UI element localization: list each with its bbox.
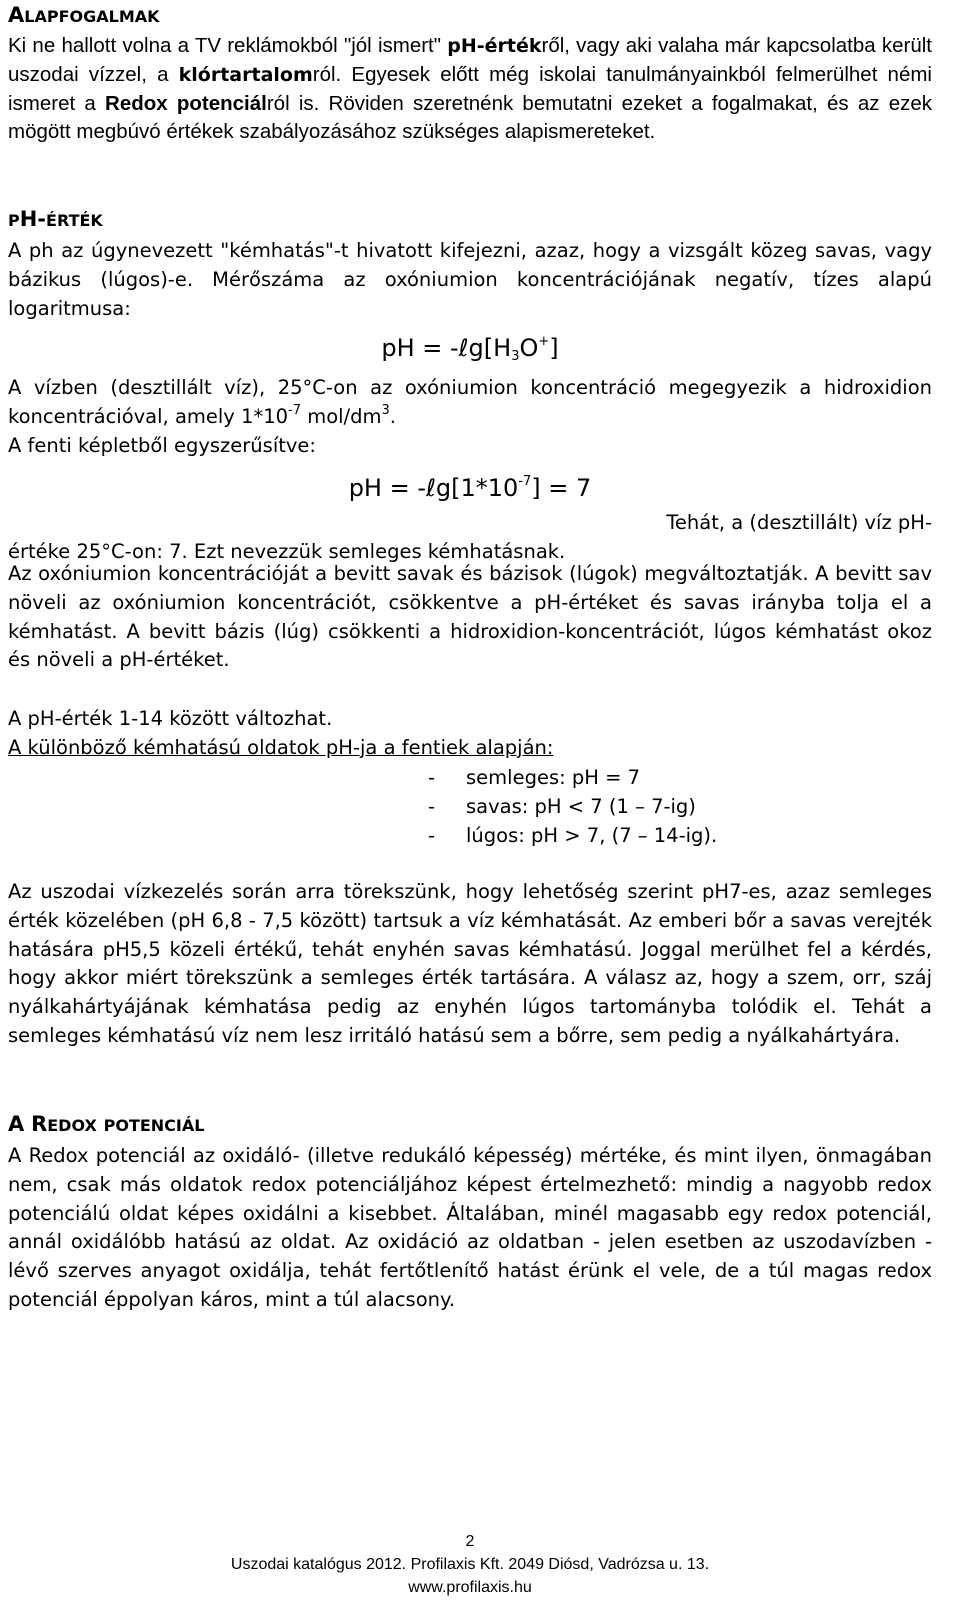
neutral-text-c: . <box>389 405 396 429</box>
formula1-main: pH = -ℓg[H <box>381 334 512 363</box>
footer-website-link[interactable]: www.profilaxis.hu <box>408 1579 532 1596</box>
page-footer <box>8 1530 932 1599</box>
neutral-sup-exp: -7 <box>288 403 301 419</box>
ph-change-paragraph: Az oxóniumion koncentrációját a bevitt savak és bázisok (lúgok) megváltoztatják. A bevitt sav növeli az oxóniumion koncentrációt, csökkentve a pH-értéket és savas irányba tolja el a kémhatást. A bevitt bázis (lúg) csökkenti a hidroxidion-koncentrációt, lúgos kémhatást okoz és növeli a pH-értéket. <box>8 562 932 672</box>
formula2-main: pH = -ℓg[1*10 <box>348 473 519 502</box>
ph-definition-paragraph: A ph az úgynevezett "kémhatás"-t hivatott kifejezni, azaz, hogy a vizsgált közeg savas, vagy bázikus (lúgos)-e. Mérőszáma az oxóniumion koncentrációjának negatív, tízes alapú logaritmusa: <box>8 239 932 320</box>
formula2-end: ] = 7 <box>531 473 592 502</box>
intro-paragraph <box>8 32 932 147</box>
pool-ph-paragraph: Az uszodai vízkezelés során arra törekszünk, hogy lehetőség szerint pH7-es, azaz semleges érték közelében (pH 6,8 - 7,5 között) tartsuk a víz kémhatását. Az emberi bőr a savas verejték hatására pH5,5 közeli értékű, tehát enyhén savas kémhatású. Joggal merülhet fel a kérdés, hogy akkor miért törekszünk a semleges érték tartására. A válasz az, hogy a szem, orr, száj nyálkahártyájának kémhatása pedig az enyhén lúgos tartományba tolódik el. Tehát a semleges kémhatású víz nem lesz irritáló hatású sem a bőrre, sem pedig a nyálkahártyára. <box>8 880 932 1047</box>
ph-range-line: A pH-érték 1-14 között változhat. <box>8 707 333 730</box>
page-number: 2 <box>465 1533 475 1550</box>
redox-heading-rest: POTENCIÁL <box>103 1116 205 1135</box>
intro-bold-redox: Redox potenciál <box>105 91 267 115</box>
ph-list-intro: A különböző kémhatású oldatok pH-ja a fentiek alapján: <box>8 735 554 759</box>
ertek-line: értéke 25°C-on: 7. Ezt nevezzük semleges kémhatásnak. <box>8 539 566 563</box>
ph-list <box>8 763 932 850</box>
neutral-text-b: mol/dm <box>301 405 382 429</box>
ph-heading <box>8 205 932 235</box>
ph-range-block <box>8 705 932 850</box>
footer-company-line: Uszodai katalógus 2012. Profilaxis Kft. 2049 Diósd, Vadrózsa u. 13. <box>230 1556 710 1573</box>
formula1-end: ] <box>549 334 559 363</box>
intro-heading <box>8 0 932 32</box>
redox-section <box>8 1110 932 1315</box>
redox-heading <box>8 1110 932 1140</box>
ph-change-block <box>8 560 932 675</box>
redox-heading-r: R <box>31 1112 48 1136</box>
formula1-sup: + <box>538 334 550 350</box>
intro-section <box>8 0 932 147</box>
redox-paragraph: A Redox potenciál az oxidáló- (illetve redukáló képesség) mértéke, és mint ilyen, önmagában nem, csak más oldatok redox potenciáljához képest értelmezhető: mindig a nagyobb redox potenciálú oldat képes oxidálni a kisebbet. Általában, minél magasabb egy redox potenciál, annál oxidálóbb hatású az oldat. Az oxidáció az oldatban - jelen esetben az uszodavízben - lévő szerves anyagot oxidálja, tehát fertőtlenítő hatást érünk el vele, de a túl magas redox potenciál éppolyan káros, mint a túl alacsony. <box>8 1144 932 1311</box>
intro-bold-ph: pH-érték <box>447 35 542 57</box>
neutral-text-a: A vízben (desztillált víz), 25°C-on az oxóniumion koncentráció megegyezik a hidroxidion koncentrációval, amely 1*10 <box>8 376 932 429</box>
formula2-sup: -7 <box>518 473 532 489</box>
list-item: - savas: pH < 7 (1 – 7-ig) <box>8 792 932 821</box>
ph-heading-p: P <box>8 211 20 230</box>
pool-ph-block <box>8 878 932 1051</box>
intro-heading-rest: LAPFOGALMAK <box>24 7 160 26</box>
list-item: - semleges: pH = 7 <box>8 763 932 792</box>
intro-heading-cap: A <box>8 3 25 27</box>
document-page <box>8 0 932 1614</box>
ph-section <box>8 205 932 566</box>
ph-formula-2 <box>8 465 932 505</box>
intro-text-2: ről, vagy aki valaha már kapcsolatba került uszodai vízzel, a <box>8 34 932 86</box>
formula1-sub: 3 <box>511 349 520 365</box>
ph-neutral-paragraph <box>8 374 932 432</box>
ph-heading-h: H- <box>19 207 47 231</box>
formula1-mid: O <box>519 334 539 363</box>
intro-text-3: ról. Egyesek előtt még iskolai tanulmányainkból felmerülhet némi ismeret a <box>8 62 932 115</box>
ph-formula-1 <box>8 325 932 374</box>
neutral-sup-unit: 3 <box>381 403 390 419</box>
simplified-intro: A fenti képletből egyszerűsítve: <box>8 433 316 457</box>
redox-heading-a: A <box>8 1112 25 1136</box>
intro-text-1: Ki ne hallott volna a TV reklámokból "jól ismert" <box>8 34 448 57</box>
tehat-line: Tehát, a (desztillált) víz pH- <box>666 510 932 534</box>
ph-heading-rest: ÉRTÉK <box>46 211 103 230</box>
intro-text-4: ról is. Röviden szeretnénk bemutatni ezeket a fogalmakat, és az ezek mögött megbúvó értékek szabályozásához szükséges alapismereteket. <box>8 91 933 144</box>
list-item: - lúgos: pH > 7, (7 – 14-ig). <box>8 821 932 850</box>
redox-heading-edox: EDOX <box>47 1116 97 1135</box>
intro-bold-klor: klórtartalom <box>178 63 313 86</box>
